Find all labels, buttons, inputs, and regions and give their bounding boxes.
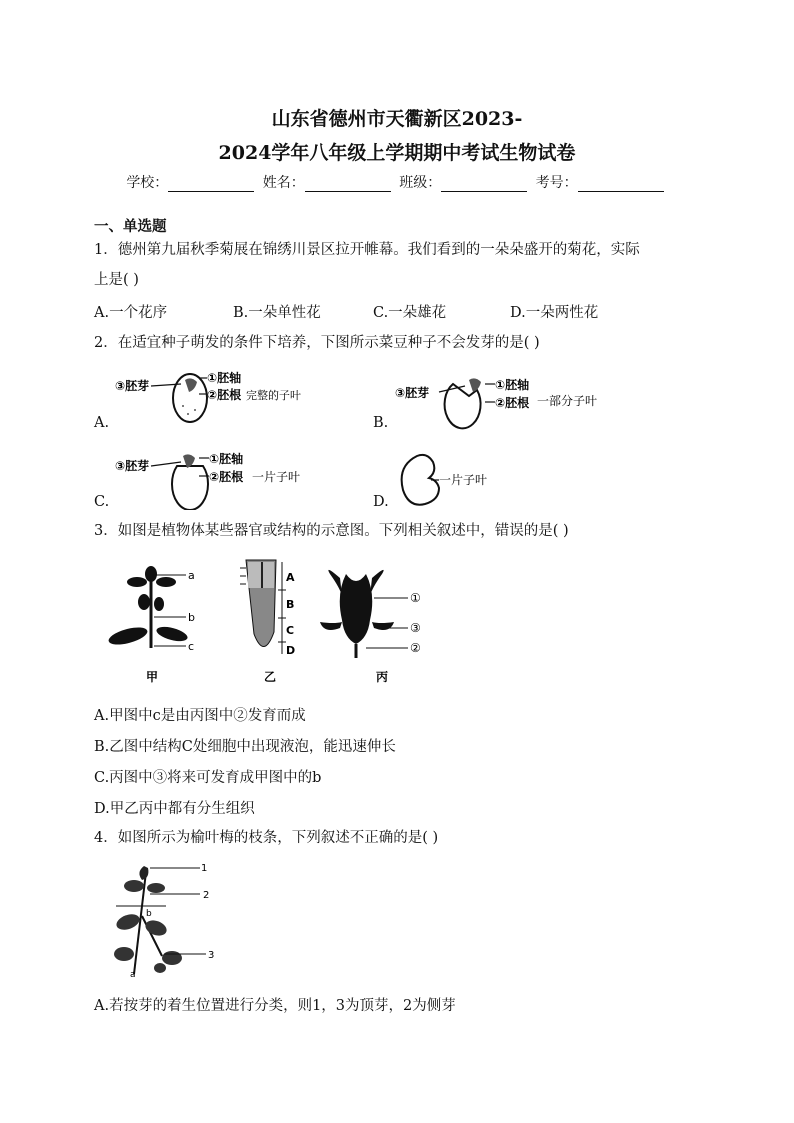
q4-label-3: 3 <box>208 950 215 961</box>
q1-option-d[interactable]: D.一朵两性花 <box>510 305 599 321</box>
q4-label-a: a <box>130 970 136 980</box>
q2a-note: 完整的子叶 <box>246 389 301 402</box>
q3-option-c[interactable]: C.丙图中③将来可发育成甲图中的b <box>94 770 322 786</box>
q3-label-yi: 乙 <box>264 670 277 684</box>
q3-label-jia: 甲 <box>146 670 159 684</box>
q2-figure-a <box>115 368 330 428</box>
q4-label-2: 2 <box>203 890 210 901</box>
q3-label-3: ③ <box>410 621 421 635</box>
q4-figure <box>104 856 234 980</box>
q2a-radicle-label: ②胚根 <box>207 388 242 402</box>
q1-stem-line2: 上是( ) <box>94 272 139 288</box>
q2-figure-c <box>115 448 330 510</box>
q2b-note: 一部分子叶 <box>537 394 598 408</box>
q3-label-1: ① <box>410 591 421 605</box>
q3-option-d[interactable]: D.甲乙丙中都有分生组织 <box>94 801 255 817</box>
q3-fig-jia-plant <box>107 566 189 648</box>
q2c-plumule-label: ③胚芽 <box>115 459 150 473</box>
q2-stem: 2．在适宜种子萌发的条件下培养，下图所示菜豆种子不会发芽的是( ) <box>94 335 540 351</box>
q2-option-d[interactable]: D. <box>373 494 389 510</box>
q2b-radicle-label: ②胚根 <box>495 396 530 410</box>
q4-label-b: b <box>146 909 152 919</box>
q4-option-a[interactable]: A.若按芽的着生位置进行分类，则1，3为顶芽，2为侧芽 <box>94 998 456 1014</box>
q3-label-A: A <box>286 571 295 584</box>
q3-label-a: a <box>188 569 195 582</box>
q2-figure-b <box>395 372 620 432</box>
school-label: 学校： <box>126 175 169 191</box>
q2c-radicle-label: ②胚根 <box>209 470 244 484</box>
name-label: 姓名： <box>262 175 305 191</box>
q2-option-c[interactable]: C. <box>94 494 110 510</box>
q3-stem: 3．如图是植物体某些器官或结构的示意图。下列相关叙述中，错误的是( ) <box>94 523 569 539</box>
q4-label-1: 1 <box>201 863 208 874</box>
q3-fig-bing-bud <box>320 570 408 658</box>
q2-figure-d <box>395 450 515 510</box>
section-heading: 一、单选题 <box>94 218 167 235</box>
student-info-row <box>0 172 794 192</box>
class-label: 班级： <box>399 175 442 191</box>
q3-fig-yi-root-tip <box>240 560 286 654</box>
q3-label-C: C <box>286 624 295 637</box>
q1-stem-line1: 1．德州第九届秋季菊展在锦绣川景区拉开帷幕。我们看到的一朵朵盛开的菊花，实际 <box>94 242 640 258</box>
exam-no-blank[interactable] <box>578 177 664 192</box>
q3-option-a[interactable]: A.甲图中c是由丙图中②发育而成 <box>94 708 306 724</box>
q2c-note: 一片子叶 <box>252 470 301 484</box>
class-blank[interactable] <box>441 177 527 192</box>
q3-label-bing: 丙 <box>376 670 389 684</box>
q4-branch-drawing <box>114 866 206 974</box>
q2a-hypocotyl-label: ①胚轴 <box>207 371 242 385</box>
q3-label-c: c <box>188 640 195 653</box>
q3-label-D: D <box>286 644 296 657</box>
q2b-plumule-label: ③胚芽 <box>395 386 430 400</box>
title-line-2: 2024学年八年级上学期期中考试生物试卷 <box>218 142 576 164</box>
q1-option-c[interactable]: C.一朵雄花 <box>373 305 447 321</box>
q2-option-a[interactable]: A. <box>94 415 110 431</box>
school-blank[interactable] <box>168 177 254 192</box>
q3-label-b: b <box>188 611 195 624</box>
q2a-plumule-label: ③胚芽 <box>115 379 150 393</box>
q2d-note: 一片子叶 <box>439 473 488 487</box>
q3-option-b[interactable]: B.乙图中结构C处细胞中出现液泡，能迅速伸长 <box>94 739 396 755</box>
q3-label-2: ② <box>410 641 421 655</box>
q3-label-B: B <box>286 598 295 611</box>
q2c-hypocotyl-label: ①胚轴 <box>209 452 244 466</box>
q1-option-a[interactable]: A.一个花序 <box>94 305 168 321</box>
exam-no-label: 考号： <box>535 175 578 191</box>
q3-figure <box>104 556 434 690</box>
q2b-hypocotyl-label: ①胚轴 <box>495 378 530 392</box>
q1-option-b[interactable]: B.一朵单性花 <box>233 305 321 321</box>
title-line-1: 山东省德州市天衢新区2023- <box>271 108 523 130</box>
q2-option-b[interactable]: B. <box>373 415 389 431</box>
name-blank[interactable] <box>305 177 391 192</box>
q4-stem: 4．如图所示为榆叶梅的枝条，下列叙述不正确的是( ) <box>94 830 439 846</box>
